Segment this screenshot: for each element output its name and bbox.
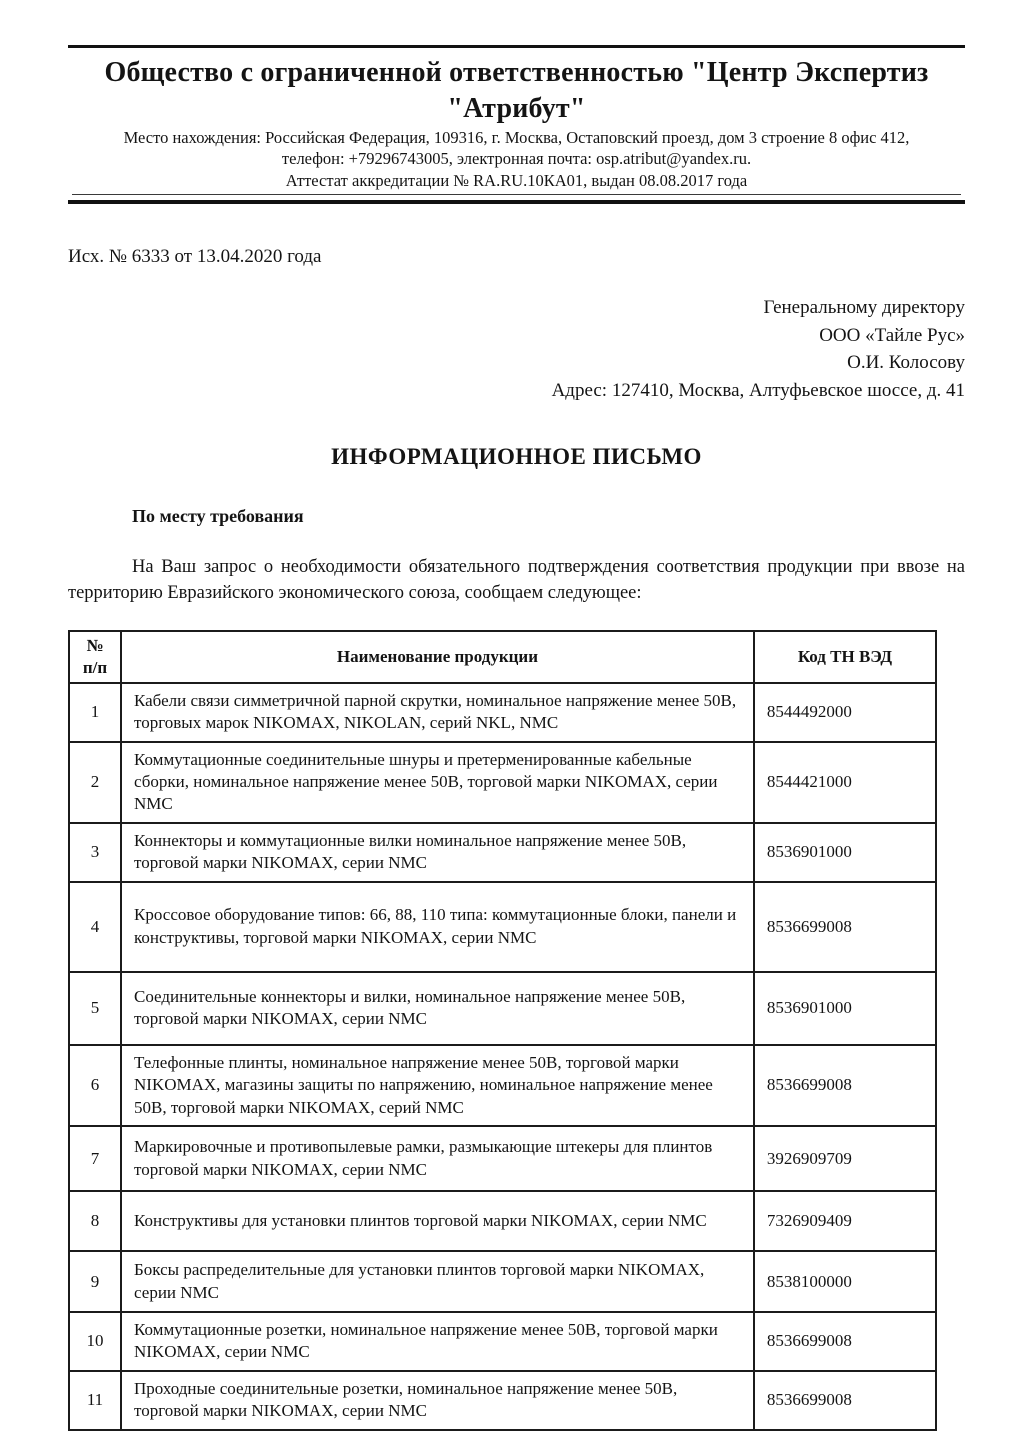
table-row <box>69 1191 936 1251</box>
product-name-cell: Коммутационные соединительные шнуры и претерменированные кабельные сборки, номинальное напряжение менее 50В, торговой марки NIKOMAX, серии NMC <box>121 742 754 823</box>
row-number-cell: 1 <box>69 683 121 742</box>
row-number-cell: 5 <box>69 972 121 1045</box>
product-name-cell: Проходные соединительные розетки, номинальное напряжение менее 50В, торговой марки NIKOMAX, серии NMC <box>121 1371 754 1430</box>
product-name-cell: Коннекторы и коммутационные вилки номинальное напряжение менее 50В, торговой марки NIKOMAX, серии NMC <box>121 823 754 882</box>
table-row <box>69 1251 936 1312</box>
row-number-cell: 7 <box>69 1126 121 1191</box>
letter-title: ИНФОРМАЦИОННОЕ ПИСЬМО <box>331 444 702 470</box>
row-number-cell: 2 <box>69 742 121 823</box>
company-name-line1: Общество с ограниченной ответственностью "Центр Экспертиз <box>104 57 929 88</box>
tnved-code-cell: 7326909409 <box>754 1191 936 1251</box>
products-table-header <box>69 631 936 683</box>
recipient-company: ООО «Тайле Рус» <box>819 324 965 346</box>
header-cell-name: Наименование продукции <box>121 631 754 683</box>
header-num-top: № <box>86 635 104 655</box>
header-num-bottom: п/п <box>82 657 108 677</box>
table-row <box>69 1045 936 1126</box>
table-row <box>69 1126 936 1191</box>
products-table <box>68 630 937 1431</box>
recipient-block <box>68 294 965 404</box>
product-name-cell: Кроссовое оборудование типов: 66, 88, 110 типа: коммутационные блоки, панели и конструктивы, торговой марки NIKOMAX, серии NMC <box>121 882 754 972</box>
company-contacts: телефон: +79296743005, электронная почта: osp.atribut@yandex.ru. <box>281 149 752 169</box>
table-row <box>69 882 936 972</box>
product-name-cell: Коммутационные розетки, номинальное напряжение менее 50В, торговой марки NIKOMAX, серии NMC <box>121 1312 754 1371</box>
tnved-code-cell: 3926909709 <box>754 1126 936 1191</box>
tnved-code-cell: 8536699008 <box>754 882 936 972</box>
tnved-code-cell: 8536699008 <box>754 1045 936 1126</box>
product-name-cell: Соединительные коннекторы и вилки, номинальное напряжение менее 50В, торговой марки NIKOMAX, серии NMC <box>121 972 754 1045</box>
tnved-code-cell: 8536901000 <box>754 823 936 882</box>
company-name-line2: "Атрибут" <box>447 92 586 124</box>
outgoing-reference: Исх. № 6333 от 13.04.2020 года <box>68 245 322 267</box>
tnved-code-cell: 8536699008 <box>754 1312 936 1371</box>
product-name-cell: Конструктивы для установки плинтов торговой марки NIKOMAX, серии NMC <box>121 1191 754 1251</box>
row-number-cell: 8 <box>69 1191 121 1251</box>
header-cell-num <box>69 631 121 683</box>
letter-body-paragraph: На Ваш запрос о необходимости обязательного подтверждения соответствия продукции при ввозе на территорию Евразийского экономического союза, сообщаем следующее: <box>68 557 965 604</box>
table-row <box>69 972 936 1045</box>
table-row <box>69 1312 936 1371</box>
tnved-code-cell: 8538100000 <box>754 1251 936 1312</box>
table-row <box>69 823 936 882</box>
letter-subtitle: По месту требования <box>132 506 304 527</box>
recipient-person: О.И. Колосову <box>847 352 965 374</box>
row-number-cell: 4 <box>69 882 121 972</box>
tnved-code-cell: 8536901000 <box>754 972 936 1045</box>
product-name-cell: Кабели связи симметричной парной скрутки, номинальное напряжение менее 50В, торговых марок NIKOMAX, NIKOLAN, серий NKL, NMC <box>121 683 754 742</box>
tnved-code-cell: 8544421000 <box>754 742 936 823</box>
header-row <box>69 631 936 683</box>
row-number-cell: 6 <box>69 1045 121 1126</box>
tnved-code-cell: 8544492000 <box>754 683 936 742</box>
company-address: Место нахождения: Российская Федерация, 109316, г. Москва, Остаповский проезд, дом 3 строение 8 офис 412, <box>123 127 910 147</box>
product-name-cell: Маркировочные и противопылевые рамки, размыкающие штекеры для плинтов торговой марки NIKOMAX, серии NMC <box>121 1126 754 1191</box>
products-table-body <box>69 683 936 1430</box>
letterhead <box>68 45 965 204</box>
row-number-cell: 11 <box>69 1371 121 1430</box>
table-row <box>69 683 936 742</box>
table-row <box>69 1371 936 1430</box>
table-row <box>69 742 936 823</box>
recipient-address: Адрес: 127410, Москва, Алтуфьевское шоссе, д. 41 <box>551 379 965 401</box>
tnved-code-cell: 8536699008 <box>754 1371 936 1430</box>
company-name <box>72 55 961 127</box>
header-cell-code: Код ТН ВЭД <box>754 631 936 683</box>
recipient-title: Генеральному директору <box>763 296 965 318</box>
accreditation-line: Аттестат аккредитации № RA.RU.10КА01, выдан 08.08.2017 года <box>285 171 748 191</box>
row-number-cell: 10 <box>69 1312 121 1371</box>
product-name-cell: Телефонные плинты, номинальное напряжение менее 50В, торговой марки NIKOMAX, магазины защиты по напряжению, номинальное напряжение менее 50В, торговой марки NIKOMAX, серий NMC <box>121 1045 754 1126</box>
product-name-cell: Боксы распределительные для установки плинтов торговой марки NIKOMAX, серии NMC <box>121 1251 754 1312</box>
row-number-cell: 3 <box>69 823 121 882</box>
letterhead-thin-rule <box>72 194 961 195</box>
row-number-cell: 9 <box>69 1251 121 1312</box>
